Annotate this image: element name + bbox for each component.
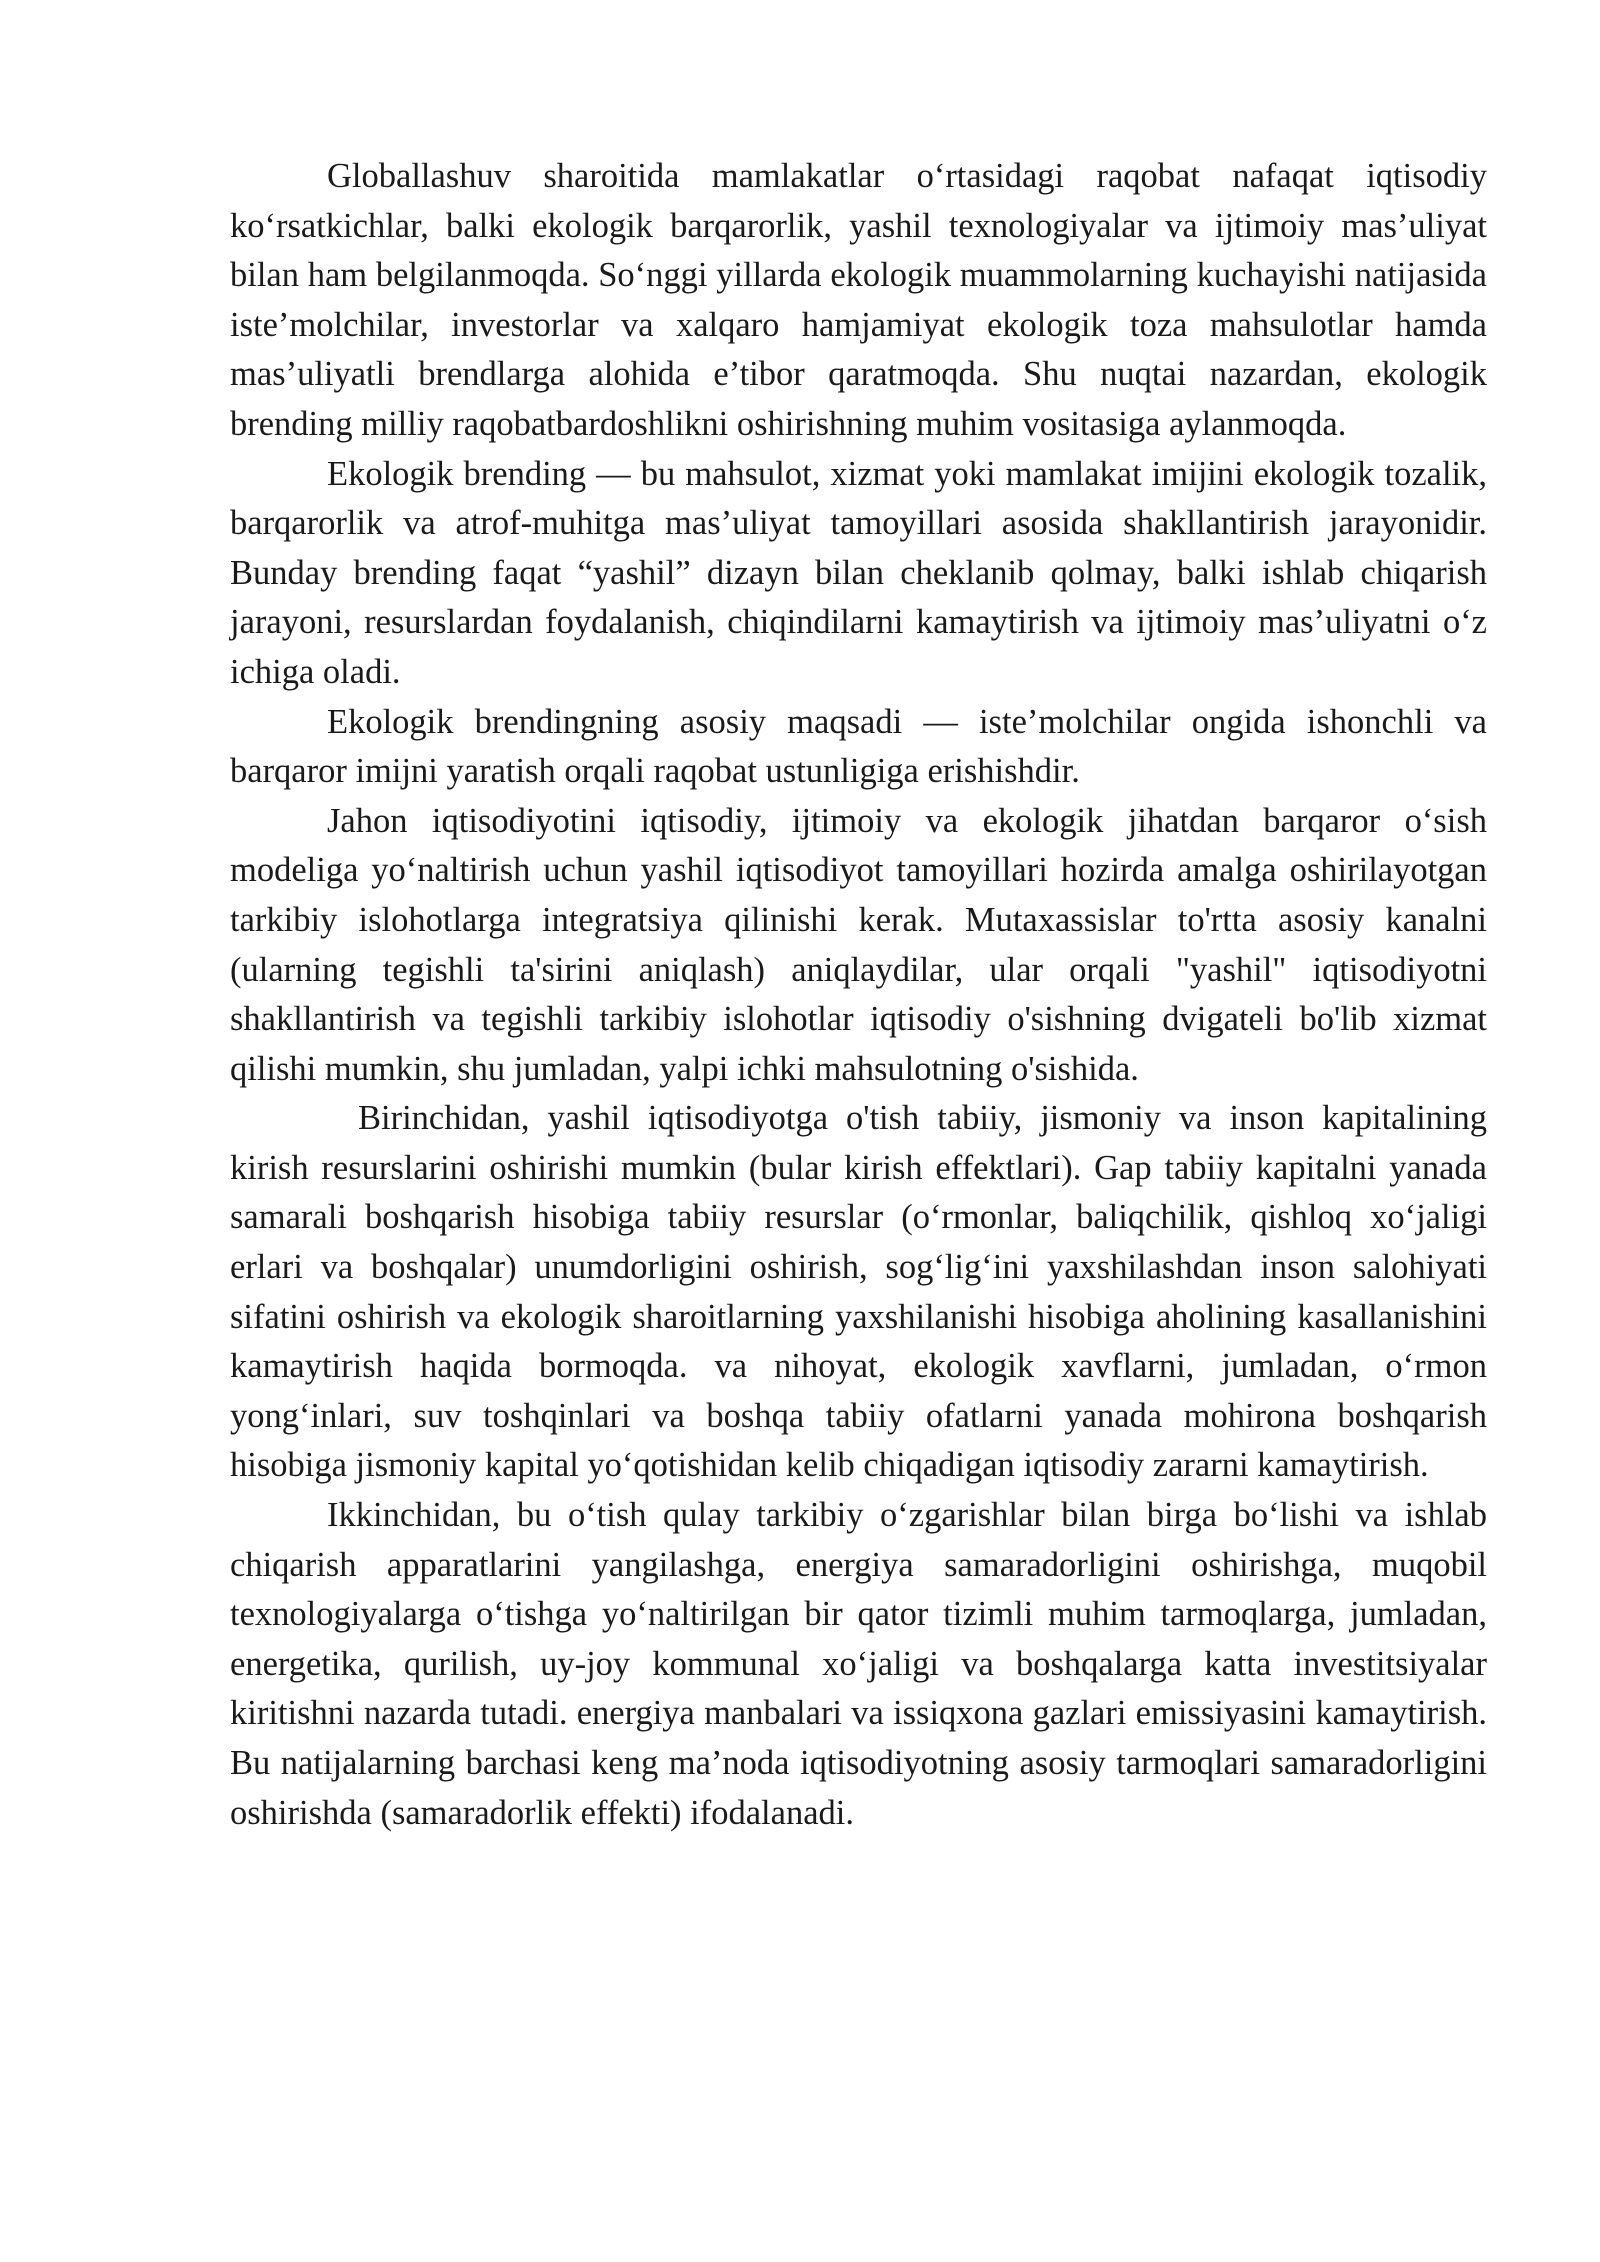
paragraph-4: Jahon iqtisodiyotini iqtisodiy, ijtimoiy va ekologik jihatdan barqaror o‘sish modeliga yo‘naltirish uchun yashil iqtisodiyot tamoyillari hozirda amalga oshirilayotgan tarkibiy islohotlarga integratsiya qilinishi kerak. Mutaxassislar to'rtta asosiy kanalni (ularning tegishli ta'sirini aniqlash) aniqlaydilar, ular orqali "yashil" iqtisodiyotni shakllantirish va tegishli tarkibiy islohotlar iqtisodiy o'sishning dvigateli bo'lib xizmat qilishi mumkin, shu jumladan, yalpi ichki mahsulotning o'sishida. xyxy=(230,801,1487,1088)
paragraph-6: Ikkinchidan, bu o‘tish qulay tarkibiy o‘zgarishlar bilan birga bo‘lishi va ishlab chiqarish apparatlarini yangilashga, energiya samaradorligini oshirishga, muqobil texnologiyalarga o‘tishga yo‘naltirilgan bir qator tizimli muhim tarmoqlarga, jumladan, energetika, qurilish, uy-joy kommunal xo‘jaligi va boshqalarga katta investitsiyalar kiritishni nazarda tutadi. energiya manbalari va issiqxona gazlari emissiyasini kamaytirish. Bu natijalarning barchasi keng ma’noda iqtisodiyotning asosiy tarmoqlari samaradorligini oshirishda (samaradorlik effekti) ifodalanadi. xyxy=(230,1496,1487,1832)
paragraph-1: Globallashuv sharoitida mamlakatlar o‘rtasidagi raqobat nafaqat iqtisodiy ko‘rsatkichlar, balki ekologik barqarorlik, yashil texnologiyalar va ijtimoiy mas’uliyat bilan ham belgilanmoqda. So‘nggi yillarda ekologik muammolarning kuchayishi natijasida iste’molchilar, investorlar va xalqaro hamjamiyat ekologik toza mahsulotlar hamda mas’uliyatli brendlarga alohida e’tibor qaratmoqda. Shu nuqtai nazardan, ekologik brending milliy raqobatbardoshlikni oshirishning muhim vositasiga aylanmoqda. xyxy=(230,157,1487,443)
paragraph-2: Ekologik brending — bu mahsulot, xizmat yoki mamlakat imijini ekologik tozalik, barqarorlik va atrof-muhitga mas’uliyat tamoyillari asosida shakllantirish jarayonidir. Bunday brending faqat “yashil” dizayn bilan cheklanib qolmay, balki ishlab chiqarish jarayoni, resurslardan foydalanish, chiqindilarni kamaytirish va ijtimoiy mas’uliyatni o‘z ichiga oladi. xyxy=(230,454,1487,691)
paragraph-3: Ekologik brendingning asosiy maqsadi — iste’molchilar ongida ishonchli va barqaror imijni yaratish orqali raqobat ustunligiga erishishdir. xyxy=(230,702,1487,791)
paragraph-5: Birinchidan, yashil iqtisodiyotga o'tish tabiiy, jismoniy va inson kapitalining kirish resurslarini oshirishi mumkin (bular kirish effektlari). Gap tabiiy kapitalni yanada samarali boshqarish hisobiga tabiiy resurslar (o‘rmonlar, baliqchilik, qishloq xo‘jaligi erlari va boshqalar) unumdorligini oshirish, sog‘lig‘ini yaxshilashdan inson salohiyati sifatini oshirish va ekologik sharoitlarning yaxshilanishi hisobiga aholining kasallanishini kamaytirish haqida bormoqda. va nihoyat, ekologik xavflarni, jumladan, o‘rmon yong‘inlari, suv toshqinlari va boshqa tabiiy ofatlarni yanada mohirona boshqarish hisobiga jismoniy kapital yo‘qotishidan kelib chiqadigan iqtisodiy zararni kamaytirish. xyxy=(230,1099,1487,1485)
document-body xyxy=(230,152,1487,1838)
